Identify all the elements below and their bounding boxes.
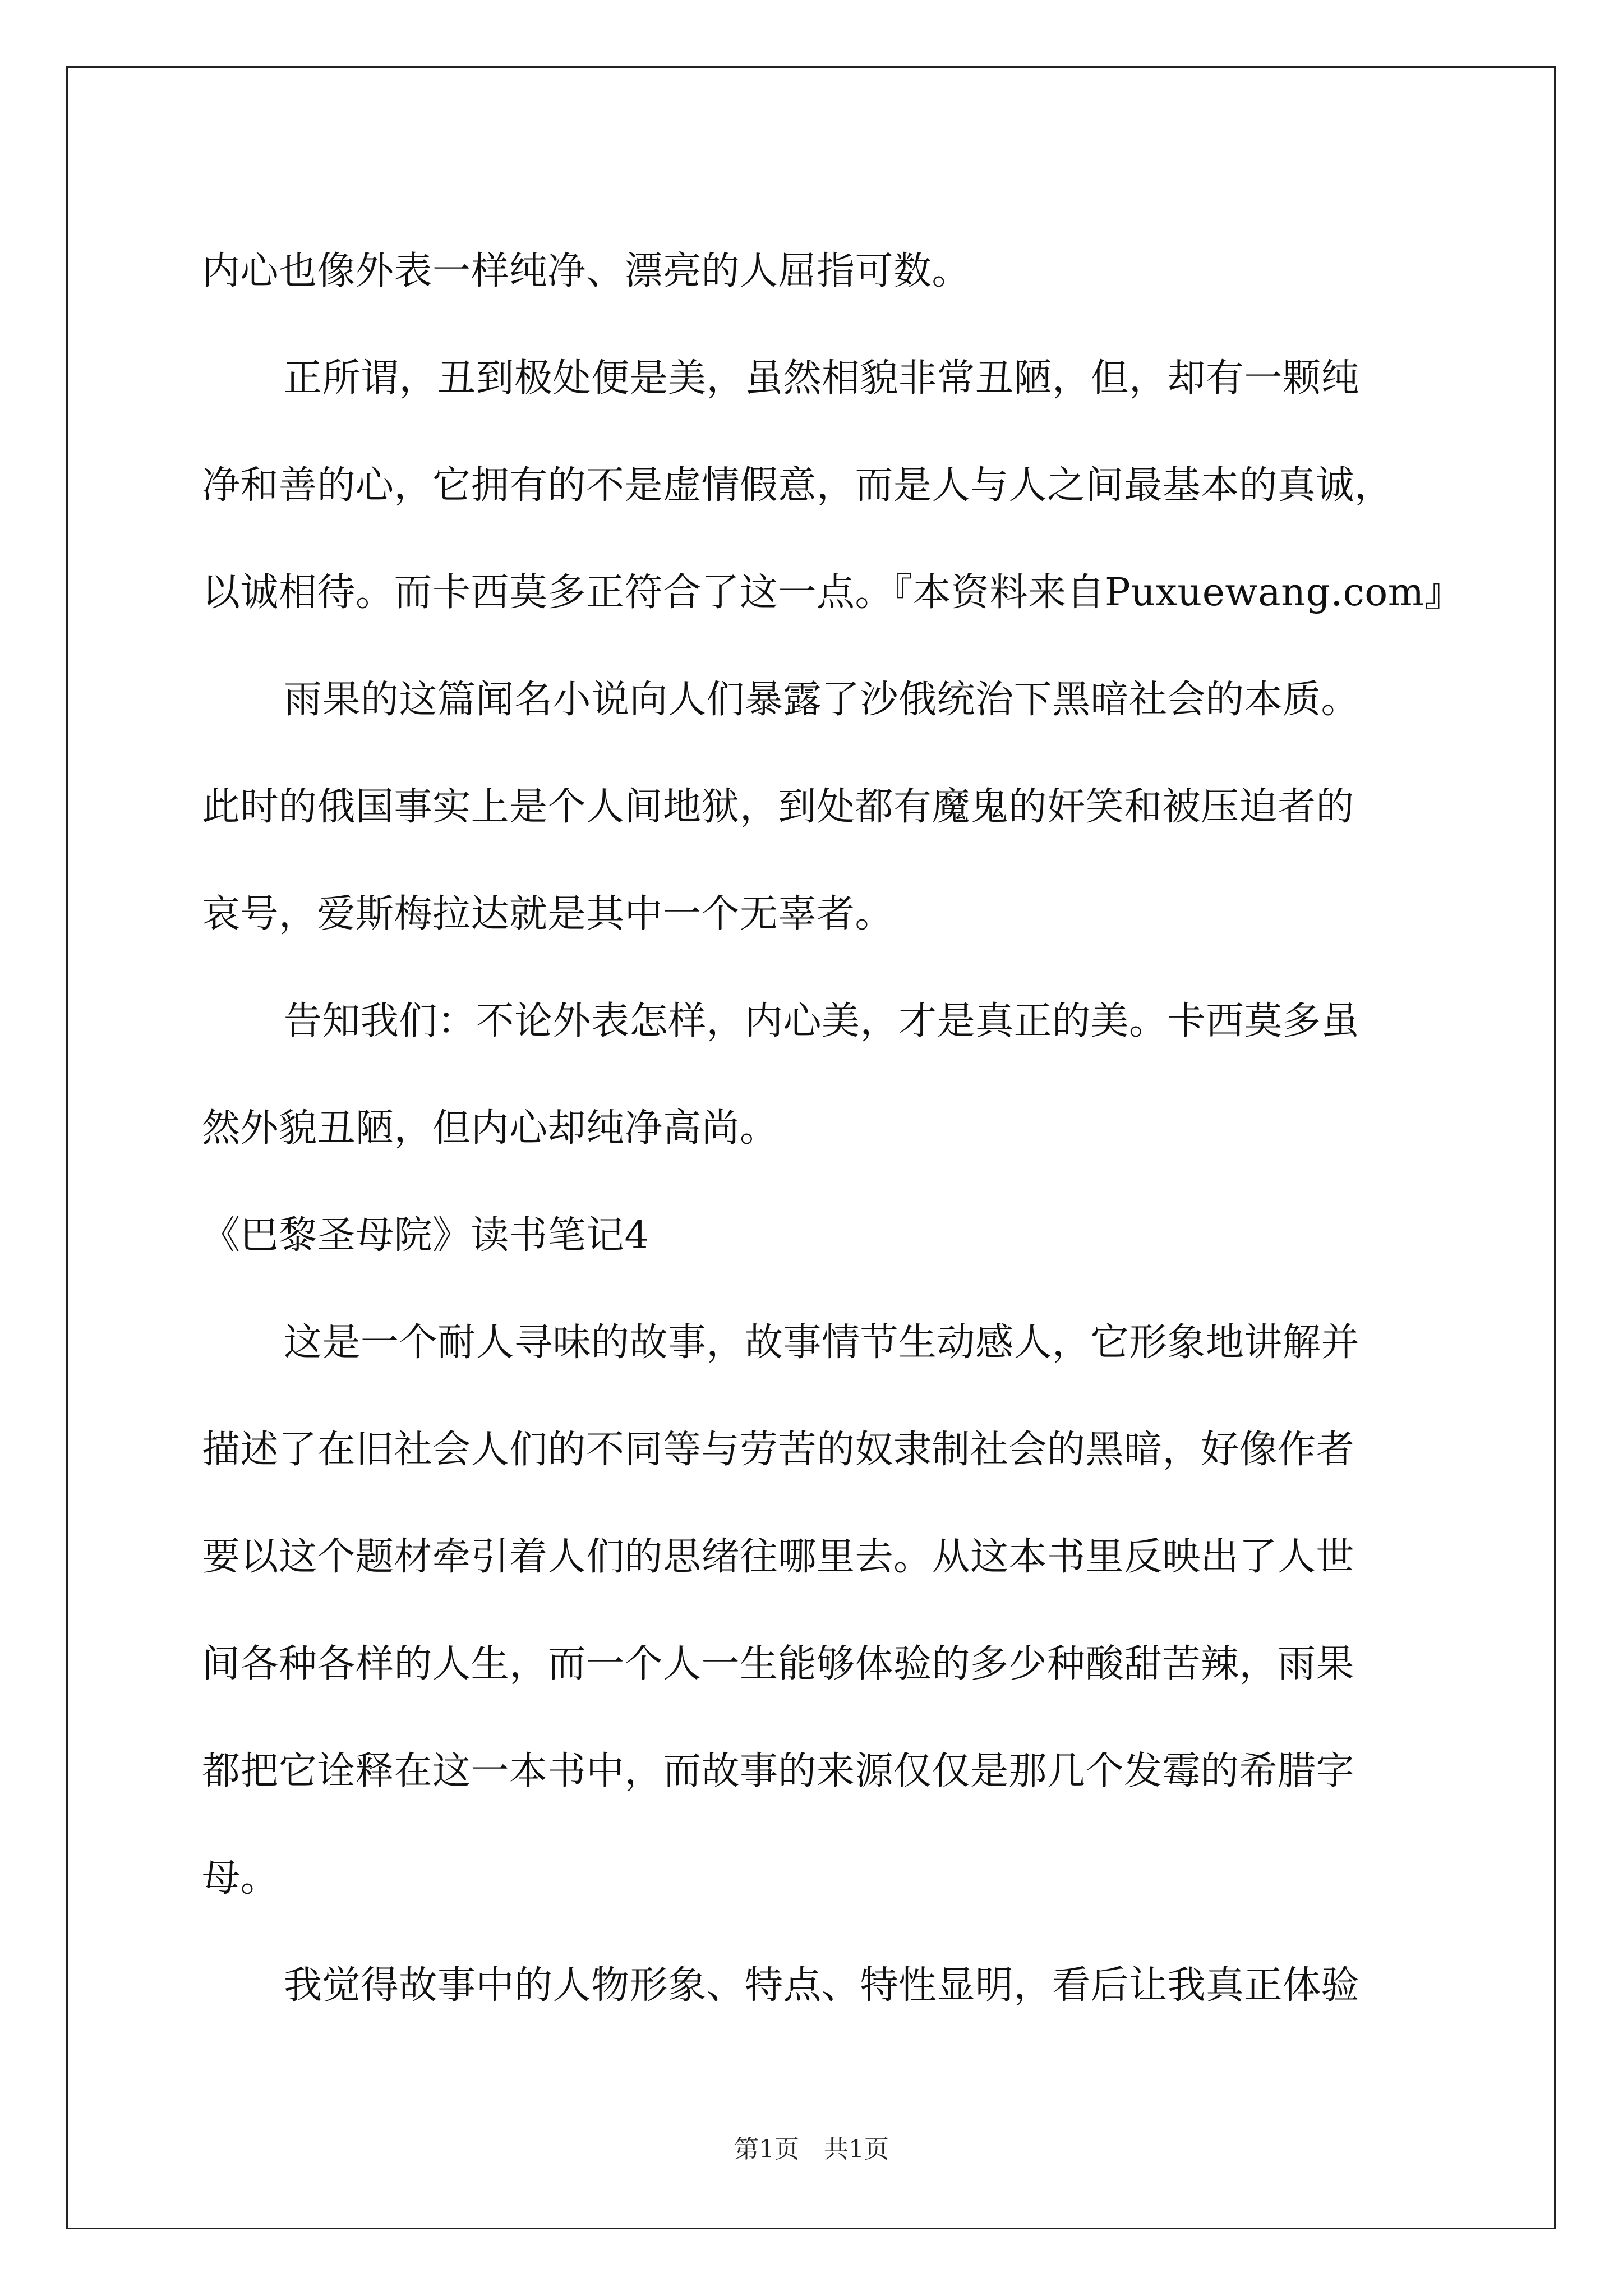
paragraph-start-line: 告知我们：不论外表怎样，内心美，才是真正的美。卡西莫多虽 bbox=[284, 999, 1360, 1043]
paragraph-start-line: 雨果的这篇闻名小说向人们暴露了沙俄统治下黑暗社会的本质。 bbox=[284, 678, 1360, 722]
text-line: 间各种各样的人生，而一个人一生能够体验的多少种酸甜苦辣，雨果 bbox=[202, 1642, 1355, 1686]
paragraph-start-line: 这是一个耐人寻味的故事，故事情节生动感人，它形象地讲解并 bbox=[284, 1320, 1360, 1365]
text-line: 净和善的心，它拥有的不是虚情假意，而是人与人之间最基本的真诚， bbox=[202, 463, 1393, 508]
text-line: 此时的俄国事实上是个人间地狱，到处都有魔鬼的奸笑和被压迫者的 bbox=[202, 785, 1355, 829]
text-line: 以诚相待。而卡西莫多正符合了这一点。『本资料来自Puxuewang.com』 bbox=[202, 570, 1463, 615]
paragraph-start-line: 我觉得故事中的人物形象、特点、特性显明，看后让我真正体验 bbox=[284, 1963, 1360, 2008]
text-line: 然外貌丑陋，但内心却纯净高尚。 bbox=[202, 1106, 778, 1151]
text-line: 哀号，爱斯梅拉达就是其中一个无辜者。 bbox=[202, 892, 894, 936]
text-line: 描述了在旧社会人们的不同等与劳苦的奴隶制社会的黑暗，好像作者 bbox=[202, 1428, 1355, 1472]
document-body bbox=[202, 218, 1463, 2039]
text-line: 要以这个题材牵引着人们的思绪往哪里去。从这本书里反映出了人世 bbox=[202, 1535, 1355, 1579]
text-line: 都把它诠释在这一本书中，而故事的来源仅仅是那几个发霉的希腊字 bbox=[202, 1749, 1355, 1793]
page-number-footer: 第1页 共1页 bbox=[734, 2135, 889, 2164]
paragraph-start-line: 正所谓，丑到极处便是美，虽然相貌非常丑陋，但，却有一颗纯 bbox=[284, 356, 1360, 401]
text-line: 母。 bbox=[202, 1856, 279, 1901]
text-line: 内心也像外表一样纯净、漂亮的人屈指可数。 bbox=[202, 249, 971, 293]
section-heading: 《巴黎圣母院》读书笔记4 bbox=[202, 1213, 649, 1258]
